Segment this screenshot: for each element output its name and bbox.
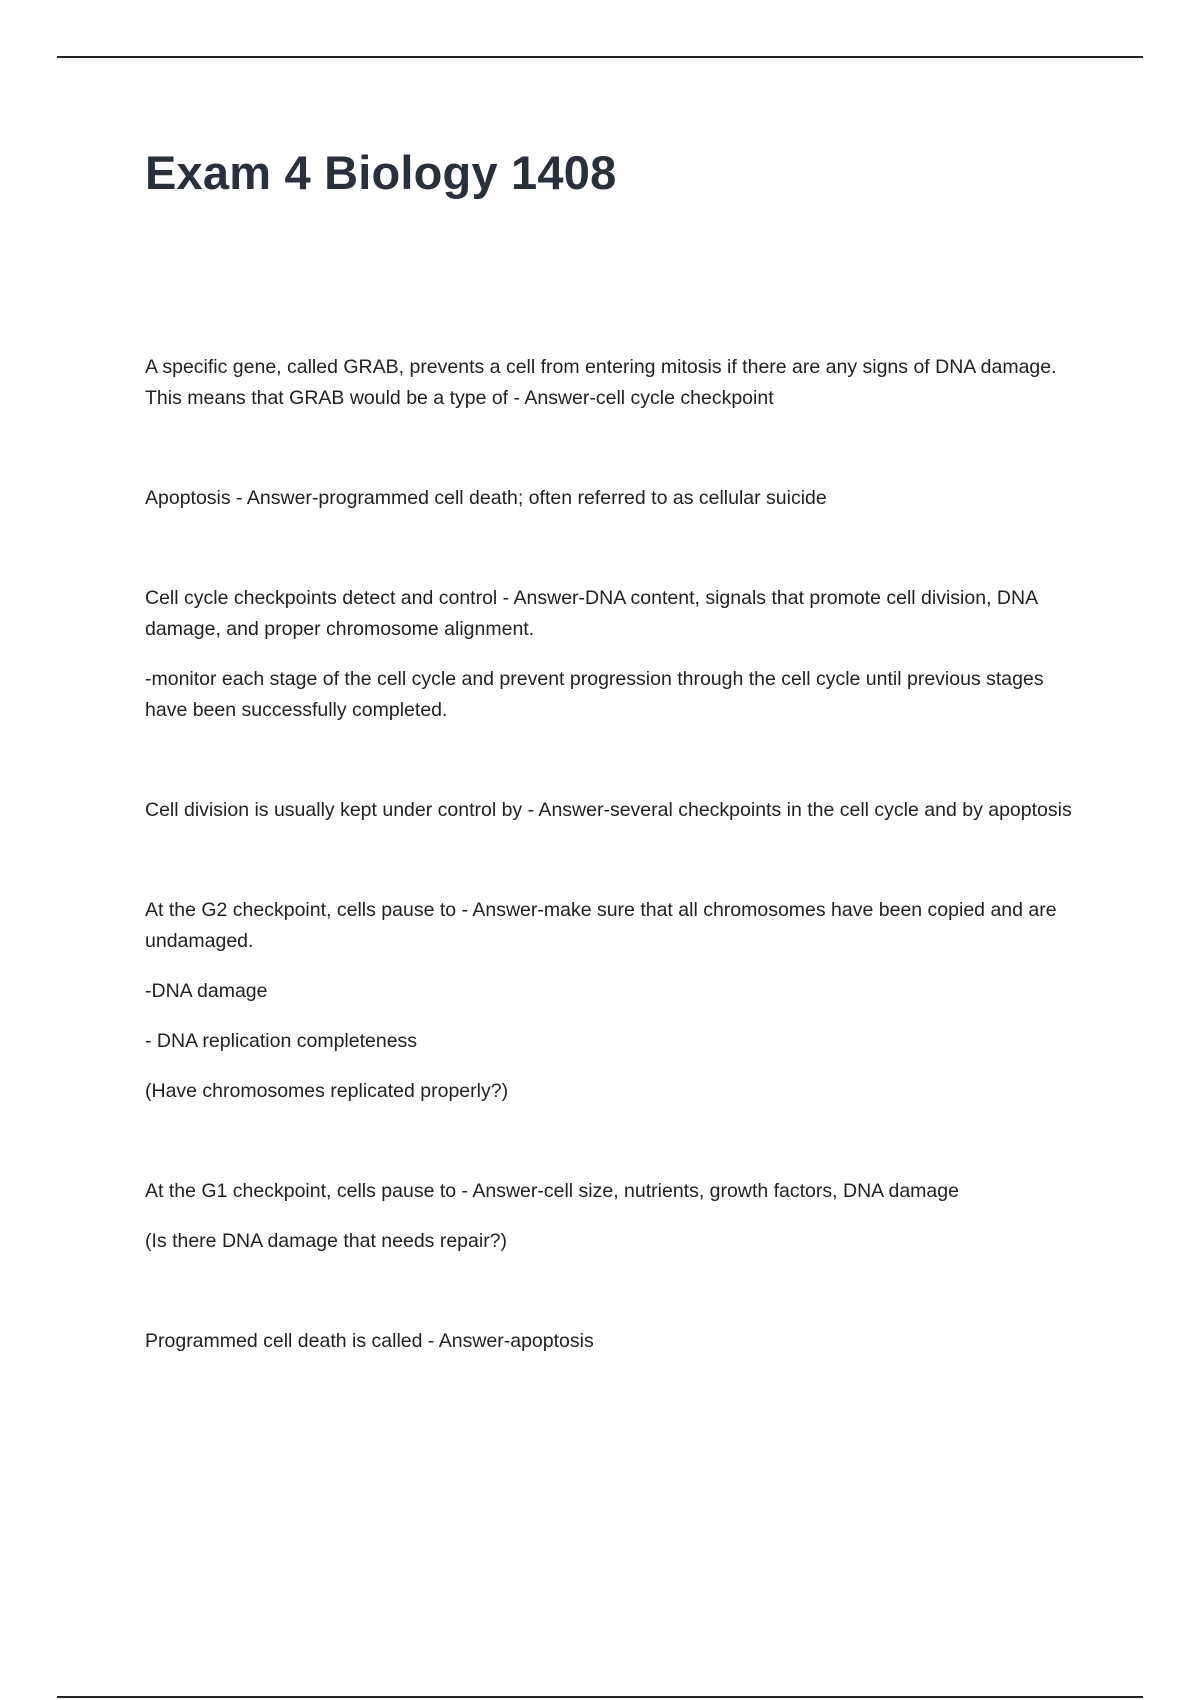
qa-text: At the G1 checkpoint, cells pause to - Answer-cell size, nutrients, growth factors, DNA damage bbox=[145, 1180, 959, 1202]
qa-text: A specific gene, called GRAB, prevents a cell from entering mitosis if there are any signs of DNA damage. This means that GRAB would be a type of - Answer-cell cycle checkpoint bbox=[145, 356, 1057, 409]
qa-item bbox=[145, 483, 1085, 514]
qa-list bbox=[145, 352, 1085, 1426]
qa-item bbox=[145, 1176, 1085, 1257]
qa-text: At the G2 checkpoint, cells pause to - Answer-make sure that all chromosomes have been copied and are undamaged. bbox=[145, 899, 1057, 952]
qa-text: (Is there DNA damage that needs repair?) bbox=[145, 1230, 508, 1252]
qa-text: Cell cycle checkpoints detect and control - Answer-DNA content, signals that promote cell division, DNA damage, and proper chromosome alignment. bbox=[145, 587, 1038, 640]
qa-item bbox=[145, 583, 1085, 726]
qa-text: - DNA replication completeness bbox=[145, 1030, 418, 1052]
qa-text: Programmed cell death is called - Answer-apoptosis bbox=[145, 1330, 594, 1352]
qa-item bbox=[145, 1326, 1085, 1357]
qa-text: -DNA damage bbox=[145, 980, 268, 1002]
qa-item bbox=[145, 795, 1085, 826]
qa-text: -monitor each stage of the cell cycle and prevent progression through the cell cycle until previous stages have been successfully completed. bbox=[145, 668, 1044, 721]
qa-text: (Have chromosomes replicated properly?) bbox=[145, 1080, 509, 1102]
qa-text: Cell division is usually kept under control by - Answer-several checkpoints in the cell cycle and by apoptosis bbox=[145, 799, 1072, 821]
qa-item bbox=[145, 895, 1085, 1107]
qa-item bbox=[145, 352, 1085, 414]
page-title: Exam 4 Biology 1408 bbox=[145, 146, 617, 199]
qa-text: Apoptosis - Answer-programmed cell death; often referred to as cellular suicide bbox=[145, 487, 827, 509]
top-divider bbox=[57, 56, 1143, 58]
bottom-divider bbox=[57, 1696, 1143, 1698]
